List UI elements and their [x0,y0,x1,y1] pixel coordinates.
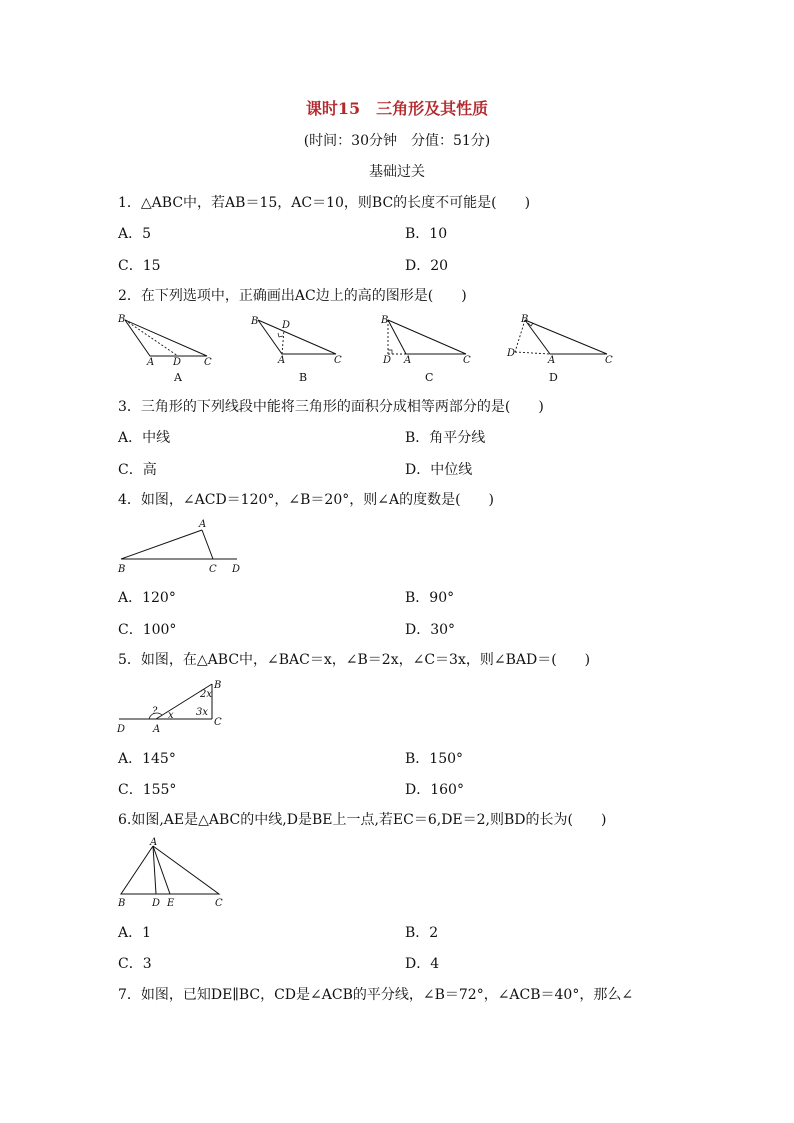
fig-label: C [209,564,217,575]
question-4-option-c: C．100° [118,622,177,638]
fig-label: A [548,355,556,366]
fig-label: C [204,357,212,368]
question-3-stem: 3．三角形的下列线段中能将三角形的面积分成相等两部分的是( ) [118,399,544,415]
fig-label: A [147,357,155,368]
question-5-figure [115,676,235,740]
fig-label: C [605,355,613,366]
fig-label: 2x [200,689,213,700]
fig-label: B [381,315,389,326]
fig-label: E [167,898,175,909]
fig-label: A [278,355,286,366]
question-6-option-c: C．3 [118,956,152,972]
fig-label: x [168,710,174,721]
fig-label: C [214,717,222,728]
fig-label: B [118,898,126,909]
section-heading: 基础过关 [369,164,425,180]
question-2-stem: 2．在下列选项中，正确画出AC边上的高的图形是( ) [118,288,467,304]
figure-caption-a: A [174,371,182,384]
fig-label: D [282,320,291,331]
question-1-option-a: A．5 [118,226,152,242]
fig-label: D [173,357,182,368]
fig-label: A [150,837,158,848]
question-2-figure-d [505,312,620,384]
question-1-option-b: B．10 [405,226,448,242]
question-1-stem: 1．△ABC中，若AB＝15，AC＝10，则BC的长度不可能是( ) [118,195,531,211]
question-6-figure [115,836,230,912]
fig-label: B [118,564,126,575]
fig-label: D [232,564,241,575]
question-4-figure [115,516,245,578]
question-6-option-b: B．2 [405,925,439,941]
question-5-option-d: D．160° [405,782,464,798]
fig-label: D [152,898,161,909]
question-3-option-b: B．角平分线 [405,430,486,446]
time-score-info: (时间：30分钟 分值：51分) [303,133,491,149]
question-2-figure-c [378,312,488,384]
fig-label: A [199,519,207,530]
fig-label: A [153,724,161,735]
question-3-option-d: D．中位线 [405,462,473,478]
figure-caption-b: B [299,371,308,384]
fig-label: B [251,316,259,327]
question-5-stem: 5．如图，在△ABC中，∠BAC＝x，∠B＝2x，∠C＝3x，则∠BAD＝( ) [118,652,591,668]
fig-label: C [334,355,342,366]
question-4-option-b: B．90° [405,590,455,606]
page-title: 课时15 三角形及其性质 [305,99,489,118]
question-6-option-d: D．4 [405,956,440,972]
fig-label: B [118,314,126,325]
fig-label: D [117,724,126,735]
question-3-option-a: A．中线 [118,430,171,446]
question-4-stem: 4．如图，∠ACD＝120°，∠B＝20°，则∠A的度数是( ) [118,492,495,508]
fig-label: B [521,314,529,325]
fig-label: C [215,898,223,909]
fig-label: C [463,355,471,366]
fig-label: B [214,680,222,691]
figure-caption-c: C [425,371,434,384]
question-5-option-c: C．155° [118,782,177,798]
fig-label: D [383,355,392,366]
question-7-stem: 7．如图，已知DE∥BC，CD是∠ACB的平分线，∠B＝72°，∠ACB＝40°，那么∠ [118,987,634,1003]
fig-label: D [507,348,516,359]
figure-caption-d: D [549,371,558,384]
question-1-option-d: D．20 [405,258,449,274]
question-5-option-a: A．145° [118,751,176,767]
question-3-option-c: C．高 [118,462,157,478]
question-2-figure-a [115,312,225,384]
question-1-option-c: C．15 [118,258,161,274]
fig-label: A [404,355,412,366]
question-4-option-a: A．120° [118,590,176,606]
fig-label: ? [152,706,158,717]
question-4-option-d: D．30° [405,622,456,638]
question-6-stem: 6.如图,AE是△ABC的中线,D是BE上一点,若EC＝6,DE＝2,则BD的长为( ) [118,812,607,828]
fig-label: 3x [196,707,209,718]
question-6-option-a: A．1 [118,925,152,941]
question-5-option-b: B．150° [405,751,464,767]
question-2-figure-b [248,312,358,384]
